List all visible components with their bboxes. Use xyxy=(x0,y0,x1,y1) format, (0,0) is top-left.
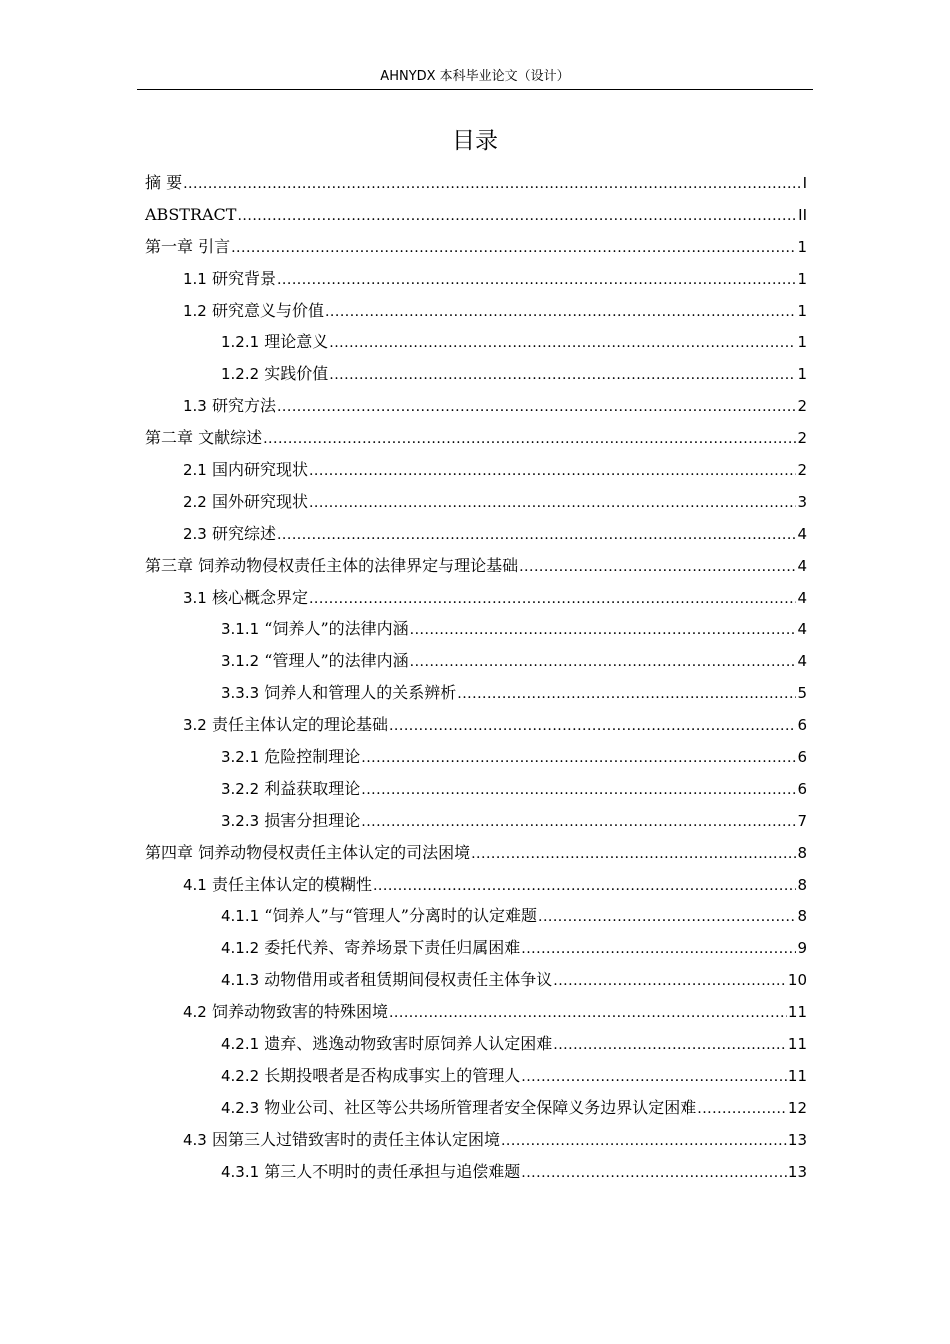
toc-entry[interactable] xyxy=(145,1092,807,1124)
toc-entry-title: “管理人”的法律内涵 xyxy=(264,651,409,671)
toc-dot-leader xyxy=(389,711,796,743)
toc-entry-page: 7 xyxy=(797,811,807,830)
toc-dot-leader xyxy=(263,424,796,456)
toc-entry-title: 利益获取理论 xyxy=(264,778,361,798)
toc-entry-title: 理论意义 xyxy=(264,332,329,352)
toc-entry[interactable] xyxy=(145,167,807,199)
toc-entry-title: 第二章 文献综述 xyxy=(145,428,263,448)
toc-entry[interactable] xyxy=(145,773,807,805)
toc-entry[interactable] xyxy=(145,550,807,582)
toc-entry-title: 国内研究现状 xyxy=(211,460,308,480)
toc-dot-leader xyxy=(553,1030,787,1062)
toc-entry[interactable] xyxy=(145,454,807,486)
toc-dot-leader xyxy=(231,233,796,265)
toc-entry[interactable] xyxy=(145,900,807,932)
toc-entry-title: 第三章 饲养动物侵权责任主体的法律界定与理论基础 xyxy=(145,555,519,575)
toc-entry-page: 2 xyxy=(797,397,807,416)
toc-entry[interactable] xyxy=(145,1028,807,1060)
toc-dot-leader xyxy=(309,456,796,488)
toc-entry-title: 因第三人过错致害时的责任主体认定困境 xyxy=(211,1129,500,1149)
toc-entry-title: 损害分担理论 xyxy=(264,810,361,830)
toc-entry-number: 4.1.2 xyxy=(221,939,260,958)
toc-entry-page: 5 xyxy=(797,684,807,703)
toc-entry[interactable] xyxy=(145,837,807,869)
toc-dot-leader xyxy=(410,647,797,679)
toc-entry-page: 4 xyxy=(797,620,807,639)
toc-entry-number: 3.1 xyxy=(183,588,207,607)
toc-entry-title: 动物借用或者租赁期间侵权责任主体争议 xyxy=(264,970,553,990)
toc-dot-leader xyxy=(521,934,796,966)
toc-dot-leader xyxy=(553,966,787,998)
toc-dot-leader xyxy=(277,520,796,552)
toc-entry-number: 3.2.1 xyxy=(221,748,260,767)
toc-entry-title: 研究意义与价值 xyxy=(211,300,324,320)
toc-entry-title: 委托代养、寄养场景下责任归属困难 xyxy=(264,938,521,958)
toc-entry-page: 9 xyxy=(797,939,807,958)
toc-title: 目录 xyxy=(452,128,498,154)
toc-entry[interactable] xyxy=(145,263,807,295)
header-rule xyxy=(137,89,813,90)
toc-entry[interactable] xyxy=(145,199,807,231)
toc-entry-number: 3.2.3 xyxy=(221,811,260,830)
toc-entry-page: 1 xyxy=(797,237,807,256)
toc-dot-leader xyxy=(361,807,796,839)
toc-entry-title: 实践价值 xyxy=(264,364,329,384)
toc-entry[interactable] xyxy=(145,1156,807,1188)
toc-entry-number: 1.2.1 xyxy=(221,333,260,352)
toc-entry-title: 长期投喂者是否构成事实上的管理人 xyxy=(264,1065,521,1085)
toc-entry[interactable] xyxy=(145,518,807,550)
toc-entry-title: 国外研究现状 xyxy=(211,491,308,511)
toc-entry-number: 3.1.1 xyxy=(221,620,260,639)
toc-entry[interactable] xyxy=(145,486,807,518)
toc-entry[interactable] xyxy=(145,677,807,709)
toc-dot-leader xyxy=(389,998,787,1030)
toc-entry-page: 4 xyxy=(797,588,807,607)
toc-entry-number: 3.2.2 xyxy=(221,779,260,798)
toc-entry-page: 8 xyxy=(797,843,807,862)
toc-entry-title: 责任主体认定的理论基础 xyxy=(211,715,388,735)
toc-entry-page: 13 xyxy=(787,1130,807,1149)
toc-entry-number: 3.1.2 xyxy=(221,652,260,671)
toc-entry[interactable] xyxy=(145,326,807,358)
toc-entry-title: 遗弃、逃逸动物致害时原饲养人认定困难 xyxy=(264,1034,553,1054)
toc-entry-number: 3.3.3 xyxy=(221,684,260,703)
toc-entry-title: 物业公司、社区等公共场所管理者安全保障义务边界认定困难 xyxy=(264,1097,697,1117)
toc-entry-page: 1 xyxy=(797,269,807,288)
toc-entry-page: 2 xyxy=(797,461,807,480)
toc-entry[interactable] xyxy=(145,709,807,741)
toc-entry-number: 2.1 xyxy=(183,461,207,480)
toc-entry-title: 责任主体认定的模糊性 xyxy=(211,874,372,894)
toc-entry[interactable] xyxy=(145,645,807,677)
toc-dot-leader xyxy=(329,360,796,392)
toc-entry-title: “饲养人”与“管理人”分离时的认定难题 xyxy=(264,906,537,926)
toc-entry-page: 13 xyxy=(787,1162,807,1181)
toc-entry-title: 饲养人和管理人的关系辨析 xyxy=(264,683,457,703)
toc-entry-page: 6 xyxy=(797,779,807,798)
toc-entry[interactable] xyxy=(145,932,807,964)
toc-dot-leader xyxy=(471,839,796,871)
toc-entry-title: 第三人不明时的责任承担与追偿难题 xyxy=(264,1161,521,1181)
toc-entry-page: 8 xyxy=(797,875,807,894)
toc-entry[interactable] xyxy=(145,295,807,327)
toc-entry[interactable] xyxy=(145,582,807,614)
toc-entry[interactable] xyxy=(145,422,807,454)
toc-dot-leader xyxy=(501,1126,787,1158)
toc-entry-title: 研究方法 xyxy=(211,396,276,416)
toc-entry-number: 4.2.2 xyxy=(221,1066,260,1085)
toc-entry-title: ABSTRACT xyxy=(145,204,237,224)
toc-entry-title: 核心概念界定 xyxy=(211,587,308,607)
toc-dot-leader xyxy=(329,328,796,360)
toc-dot-leader xyxy=(538,902,796,934)
toc-entry-number: 4.2.1 xyxy=(221,1035,260,1054)
toc-entry[interactable] xyxy=(145,613,807,645)
toc-entry-title: 第四章 饲养动物侵权责任主体认定的司法困境 xyxy=(145,842,471,862)
toc-entry-number: 2.3 xyxy=(183,524,207,543)
toc-dot-leader xyxy=(521,1158,787,1190)
table-of-contents xyxy=(145,167,807,1188)
toc-entry-page: 10 xyxy=(787,971,807,990)
toc-entry-number: 3.2 xyxy=(183,716,207,735)
toc-dot-leader xyxy=(410,615,797,647)
toc-entry-title: 危险控制理论 xyxy=(264,747,361,767)
toc-entry-number: 1.2 xyxy=(183,301,207,320)
toc-entry-page: 6 xyxy=(797,748,807,767)
toc-dot-leader xyxy=(277,392,796,424)
toc-entry-page: 4 xyxy=(797,652,807,671)
toc-entry-page: 4 xyxy=(797,556,807,575)
toc-entry[interactable] xyxy=(145,996,807,1028)
toc-entry-title: 第一章 引言 xyxy=(145,236,231,256)
toc-entry-number: 1.1 xyxy=(183,269,207,288)
toc-entry-number: 1.3 xyxy=(183,397,207,416)
toc-dot-leader xyxy=(521,1062,787,1094)
toc-entry-number: 4.2.3 xyxy=(221,1098,260,1117)
toc-entry-number: 4.3 xyxy=(183,1130,207,1149)
toc-entry-page: 3 xyxy=(797,492,807,511)
toc-entry-page: 11 xyxy=(787,1035,807,1054)
toc-entry-title: 摘 要 xyxy=(145,173,183,192)
toc-entry-page: 4 xyxy=(797,524,807,543)
toc-entry-number: 4.1.3 xyxy=(221,971,260,990)
toc-entry-title: 研究背景 xyxy=(211,268,276,288)
toc-entry-page: 8 xyxy=(797,907,807,926)
toc-entry[interactable] xyxy=(145,390,807,422)
toc-entry-page: I xyxy=(802,174,807,192)
toc-dot-leader xyxy=(237,201,797,233)
toc-entry-page: 1 xyxy=(797,333,807,352)
toc-dot-leader xyxy=(183,169,801,201)
toc-entry[interactable] xyxy=(145,741,807,773)
toc-dot-leader xyxy=(277,265,796,297)
toc-entry-number: 4.3.1 xyxy=(221,1162,260,1181)
toc-entry-number: 4.1.1 xyxy=(221,907,260,926)
toc-entry[interactable] xyxy=(145,869,807,901)
toc-dot-leader xyxy=(373,871,796,903)
toc-entry[interactable] xyxy=(145,964,807,996)
toc-entry-title: 研究综述 xyxy=(211,523,276,543)
toc-entry[interactable] xyxy=(145,1124,807,1156)
toc-entry-page: II xyxy=(798,205,807,224)
toc-entry-page: 11 xyxy=(787,1066,807,1085)
toc-entry-page: 6 xyxy=(797,716,807,735)
toc-dot-leader xyxy=(361,775,796,807)
toc-dot-leader xyxy=(309,584,796,616)
toc-entry-number: 2.2 xyxy=(183,492,207,511)
toc-dot-leader xyxy=(519,552,796,584)
toc-dot-leader xyxy=(457,679,796,711)
toc-entry-page: 1 xyxy=(797,365,807,384)
toc-entry-title: “饲养人”的法律内涵 xyxy=(264,619,409,639)
toc-entry-page: 1 xyxy=(797,301,807,320)
toc-entry-title: 饲养动物致害的特殊困境 xyxy=(211,1002,388,1022)
page-header: AHNYDX 本科毕业论文（设计） xyxy=(380,69,570,84)
toc-dot-leader xyxy=(361,743,796,775)
toc-entry-number: 4.2 xyxy=(183,1003,207,1022)
toc-entry[interactable] xyxy=(145,805,807,837)
toc-entry-number: 4.1 xyxy=(183,875,207,894)
toc-dot-leader xyxy=(325,297,796,329)
toc-entry-page: 2 xyxy=(797,429,807,448)
toc-entry[interactable] xyxy=(145,1060,807,1092)
toc-dot-leader xyxy=(697,1094,787,1126)
toc-entry-number: 1.2.2 xyxy=(221,365,260,384)
toc-entry[interactable] xyxy=(145,358,807,390)
toc-entry[interactable] xyxy=(145,231,807,263)
toc-dot-leader xyxy=(309,488,796,520)
toc-entry-page: 11 xyxy=(787,1003,807,1022)
toc-entry-page: 12 xyxy=(787,1098,807,1117)
